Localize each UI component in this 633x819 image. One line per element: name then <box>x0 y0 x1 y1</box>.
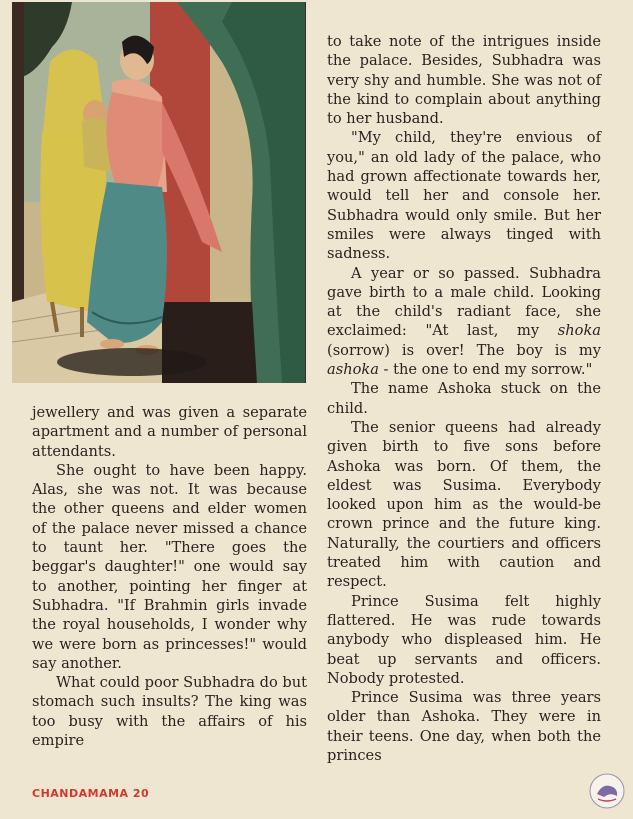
italic-term: shoka <box>557 322 601 340</box>
story-illustration <box>12 2 306 383</box>
left-text-column <box>32 403 307 750</box>
italic-term: ashoka <box>327 361 379 379</box>
paragraph: to take note of the intrigues inside the palace. Besides, Subhadra was very shy and humble. She was not of the kind to complain about anything to her husband. <box>327 33 601 128</box>
paragraph <box>327 264 601 380</box>
text-run: A year or so passed. Subhadra gave birth to a male child. Looking at the child's radiant face, she exclaimed: "At last, my <box>327 264 601 340</box>
paragraph: Prince Susima felt highly flattered. He was rude towards anybody who displeased him. He beat up servants and officers. Nobody protested. <box>327 592 601 687</box>
page-footer: CHANDAMAMA 20 <box>32 787 150 800</box>
paragraph: She ought to have been happy. Alas, she was not. It was because the other queens and elder women of the palace never missed a chance to taunt her. "There goes the beggar's daughter!" one would say to another, pointing her finger at Subhadra. "If Brahmin girls invade the royal households, I wonder why we were born as princesses!" would say another. <box>32 461 307 672</box>
paragraph: The senior queens had already given birth to five sons before Ashoka was born. Of them, the eldest was Susima. Everybody looked upon him as the would-be crown prince and the future king. Naturally, the courtiers and officers treated him with caution and respect. <box>327 418 601 591</box>
paragraph: What could poor Subhadra do but stomach such insults? The king was too busy with the affairs of his empire <box>32 674 308 750</box>
paragraph: Prince Susima was three years older than Ashoka. They were in their teens. One day, when both the princes <box>327 689 601 764</box>
paragraph: The name Ashoka stuck on the child. <box>327 380 601 417</box>
paragraph: "My child, they're envious of you," an old lady of the palace, who had grown affectionate towards her, would tell her and console her. Subhadra would only smile. But her smiles were always tinged with sadness. <box>327 129 601 263</box>
paragraph: jewellery and was given a separate apartment and a number of personal attendants. <box>32 404 307 460</box>
right-text-column <box>327 32 601 765</box>
magazine-logo-icon <box>588 772 626 810</box>
text-run: - the one to end my sorrow." <box>378 361 593 379</box>
text-run: (sorrow) is over! The boy is my <box>327 341 601 359</box>
